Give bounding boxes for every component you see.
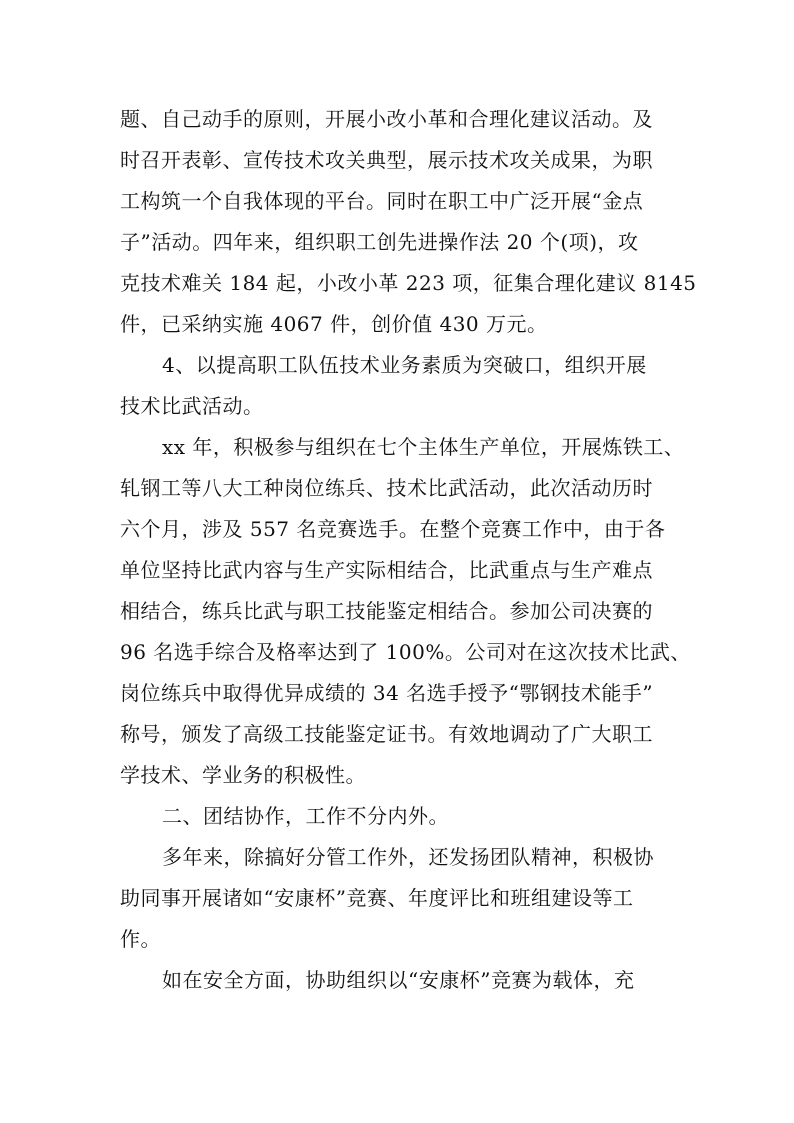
text-line: 时召开表彰、宣传技术攻关典型，展示技术攻关成果，为职 [120, 148, 653, 172]
text-line: 称号，颁发了高级工技能鉴定证书。有效地调动了广大职工 [120, 722, 653, 746]
section-heading-4: 4、以提高职工队伍技术业务素质为突破口，组织开展 [162, 353, 647, 377]
paragraph-start: 多年来，除搞好分管工作外，还发扬团队精神，积极协 [162, 845, 654, 869]
paragraph-start: 如在安全方面，协助组织以“安康杯”竞赛为载体，充 [162, 968, 635, 992]
text-line: 单位坚持比武内容与生产实际相结合，比武重点与生产难点 [120, 558, 653, 582]
text-line: 轧钢工等八大工种岗位练兵、技术比武活动，此次活动历时 [120, 476, 653, 500]
text-line: 子”活动。四年来，组织职工创先进操作法 20 个(项)，攻 [120, 230, 639, 254]
text-line: 件，已采纳实施 4067 件，创价值 430 万元。 [120, 312, 548, 336]
text-line: 六个月，涉及 557 名竞赛选手。在整个竞赛工作中，由于各 [120, 517, 666, 541]
text-line: 题、自己动手的原则，开展小改小革和合理化建议活动。及 [120, 107, 653, 131]
text-line: 相结合，练兵比武与职工技能鉴定相结合。参加公司决赛的 [120, 599, 653, 623]
text-line: 克技术难关 184 起，小改小革 223 项，征集合理化建议 8145 [120, 271, 697, 295]
text-line: 工构筑一个自我体现的平台。同时在职工中广泛开展“金点 [120, 189, 644, 213]
text-line: 助同事开展诸如“安康杯”竞赛、年度评比和班组建设等工 [120, 886, 634, 910]
text-line: 学技术、学业务的积极性。 [120, 763, 366, 787]
section-heading-2: 二、团结协作，工作不分内外。 [162, 804, 449, 828]
paragraph-start: xx 年，积极参与组织在七个主体生产单位，开展炼铁工、 [162, 435, 685, 459]
text-line: 技术比武活动。 [120, 394, 264, 418]
text-line: 岗位练兵中取得优异成绩的 34 名选手授予“鄂钢技术能手” [120, 681, 654, 705]
text-line: 96 名选手综合及格率达到了 100%。公司对在这次技术比武、 [120, 640, 691, 664]
text-line: 作。 [120, 927, 161, 951]
